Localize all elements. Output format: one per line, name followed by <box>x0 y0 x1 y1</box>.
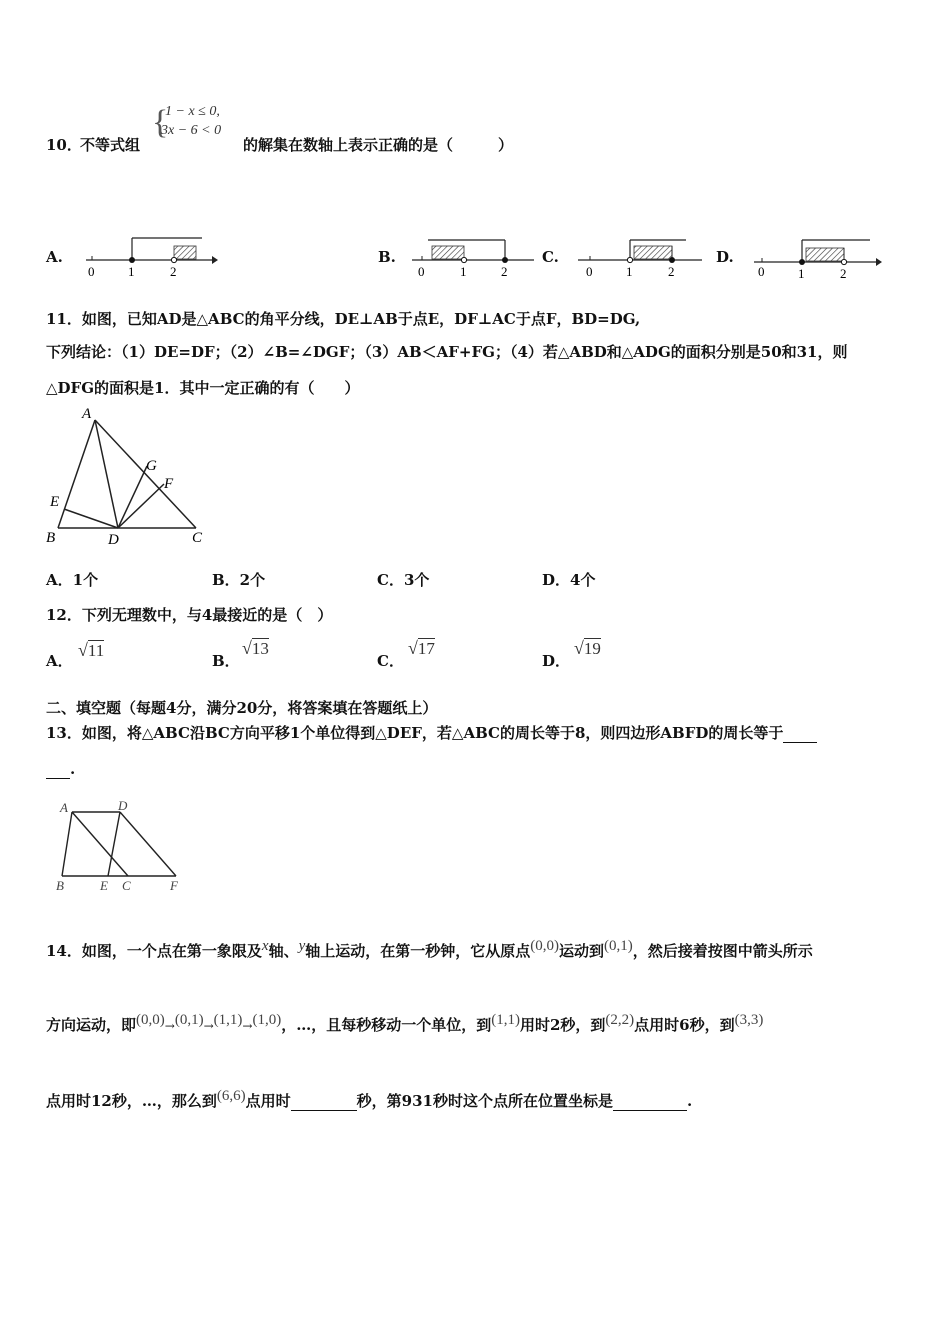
label-a: A <box>82 406 92 422</box>
coord-seq-3: (1,0) <box>252 1012 282 1028</box>
label-f: F <box>164 476 174 492</box>
system-line-1: 1 − x ≤ 0, <box>165 104 220 119</box>
axis-arrow <box>876 258 882 266</box>
tick-0: 0 <box>88 264 95 278</box>
q13-line-1 <box>46 722 817 743</box>
q14-text-3a: 点用时12秒，…，那么到 <box>46 1092 217 1110</box>
q14-text-2a: 方向运动，即 <box>46 1016 137 1034</box>
sqrt-sign: √ <box>408 638 418 658</box>
q12-option-c-root <box>408 638 435 659</box>
q12-option-d-root <box>574 638 601 659</box>
label-c: C <box>192 530 203 546</box>
q13-answer-blank-a[interactable] <box>783 724 817 743</box>
coord-1-1: (1,1) <box>491 1012 520 1028</box>
q14-answer-blank-time[interactable] <box>291 1092 357 1111</box>
label-g: G <box>146 458 157 474</box>
q11-line-3: △DFG的面积是1．其中一定正确的有（ ） <box>46 379 360 397</box>
sqrt-sign: √ <box>574 638 584 658</box>
q14-text-2b: ，…，且每秒移动一个单位，到 <box>281 1016 492 1034</box>
q11-option-c[interactable]: C．3个 <box>377 571 430 589</box>
q10-stem-end: 的解集在数轴上表示正确的是（ ） <box>243 136 514 154</box>
coord-6-6: (6,6) <box>216 1088 246 1104</box>
tick-0: 0 <box>758 264 765 279</box>
label-d: D <box>108 532 119 548</box>
q10-option-a-number-line <box>84 232 220 278</box>
tick-1: 1 <box>460 264 467 278</box>
q11-line-1: 11．如图，已知AD是△ABC的角平分线，DE⊥AB于点E，DF⊥AC于点F，BD=DG, <box>46 310 641 328</box>
segment-df <box>118 484 164 528</box>
q12-option-a-root <box>78 640 104 661</box>
hatch-box <box>174 246 196 259</box>
q12-option-a-label[interactable]: A． <box>46 652 73 670</box>
system-line-2: 3x − 6 < 0 <box>161 123 222 138</box>
label-e: E <box>50 494 60 510</box>
coord-3-3: (3,3) <box>734 1012 764 1028</box>
q14-line-2 <box>46 1014 763 1035</box>
q14-text-1e: ，然后接着按图中箭头所示 <box>632 942 813 960</box>
section-2-title: 二、填空题（每题4分，满分20分，将答案填在答题纸上） <box>46 699 438 717</box>
q13-text: 13．如图，将△ABC沿BC方向平移1个单位得到△DEF，若△ABC的周长等于8，则四边形ABFD的周长等于 <box>46 724 784 742</box>
tick-0: 0 <box>418 264 425 278</box>
radicand: 17 <box>417 639 435 658</box>
solid-dot <box>129 257 135 263</box>
coord-2-2: (2,2) <box>605 1012 635 1028</box>
solid-dot <box>799 259 805 265</box>
q12-option-b-root <box>242 638 269 659</box>
label-b: B <box>46 530 56 546</box>
tick-1: 1 <box>798 266 805 280</box>
coord-seq-2: (1,1) <box>213 1012 243 1028</box>
q12-option-c-label[interactable]: C． <box>377 652 404 670</box>
axis-arrow <box>212 256 218 264</box>
segment-de <box>64 509 118 528</box>
segment-de <box>108 812 120 876</box>
sqrt-sign: √ <box>78 640 88 660</box>
segment-ac <box>95 420 196 528</box>
q14-text-3c: 秒，第931秒时这个点所在位置坐标是 <box>356 1092 613 1110</box>
q14-text-3d: . <box>686 1092 693 1110</box>
arrow-3: → <box>242 1019 253 1033</box>
system-brace: { <box>152 104 169 141</box>
q13-answer-blank-b[interactable] <box>46 760 70 779</box>
y-axis-var: y <box>298 938 306 954</box>
hollow-dot <box>841 259 846 264</box>
segment-ab <box>58 420 95 528</box>
q12-option-b-label[interactable]: B． <box>212 652 240 670</box>
tick-2: 2 <box>170 264 177 278</box>
label-a: A <box>60 800 68 815</box>
q14-answer-blank-coordinate[interactable] <box>613 1092 687 1111</box>
hollow-dot <box>171 257 176 262</box>
tick-0: 0 <box>586 264 593 278</box>
q13-period: . <box>70 760 76 778</box>
q14-line-1 <box>46 940 813 961</box>
q10-option-d-number-line <box>752 232 884 280</box>
q10-option-d-label[interactable]: D. <box>716 248 734 266</box>
hatch-box <box>634 246 672 259</box>
q11-option-a[interactable]: A．1个 <box>46 571 99 589</box>
x-axis-var: x <box>261 938 269 954</box>
q11-line-2: 下列结论：（1）DE=DF；（2）∠B=∠DGF；（3）AB＜AF+FG；（4）若△ABD和△ADG的面积分别是50和31，则 <box>46 343 848 361</box>
q14-text-1a: 14．如图，一个点在第一象限及 <box>46 942 262 960</box>
q10-stem-start: 不等式组 <box>80 136 141 154</box>
q10-option-b-number-line <box>410 232 540 278</box>
tick-1: 1 <box>128 264 135 278</box>
label-f: F <box>170 878 178 893</box>
q14-line-3 <box>46 1090 692 1111</box>
q10-option-b-label[interactable]: B. <box>378 248 396 266</box>
coord-seq-1: (0,1) <box>174 1012 204 1028</box>
q11-triangle-figure <box>40 402 220 550</box>
segment-ad <box>95 420 118 528</box>
segment-df <box>120 812 176 876</box>
q12-stem: 12．下列无理数中，与4最接近的是（ ） <box>46 606 333 624</box>
hatch-box <box>806 248 844 261</box>
label-b: B <box>56 878 64 893</box>
radicand: 11 <box>87 641 105 660</box>
sqrt-sign: √ <box>242 638 252 658</box>
q10-option-c-label[interactable]: C. <box>542 248 559 266</box>
coord-seq-0: (0,0) <box>136 1012 165 1028</box>
q12-option-d-label[interactable]: D． <box>542 652 571 670</box>
hatch-box <box>432 246 464 259</box>
q10-number: 10． <box>46 136 82 154</box>
q14-text-2d: 点用时6秒，到 <box>634 1016 735 1034</box>
q14-text-2c: 用时2秒，到 <box>519 1016 606 1034</box>
q10-inequality-system <box>152 104 240 142</box>
coord-origin: (0,0) <box>530 938 560 954</box>
q11-option-b[interactable]: B．2个 <box>212 571 266 589</box>
q10-option-a-label[interactable]: A. <box>46 248 63 266</box>
q14-text-1b: 轴、 <box>268 942 299 960</box>
tick-2: 2 <box>501 264 508 278</box>
segment-ab <box>62 812 72 876</box>
coord-0-1: (0,1) <box>604 938 633 954</box>
segment-dg <box>118 466 147 528</box>
segment-ac <box>72 812 128 876</box>
radicand: 19 <box>583 639 601 658</box>
hollow-dot <box>627 257 632 262</box>
q14-text-1d: 运动到 <box>559 942 605 960</box>
tick-2: 2 <box>840 266 847 280</box>
arrow-2: → <box>203 1019 214 1033</box>
q14-text-3b: 点用时 <box>245 1092 291 1110</box>
q10-option-c-number-line <box>576 232 708 278</box>
tick-1: 1 <box>626 264 633 278</box>
arrow-1: → <box>164 1019 175 1033</box>
q11-option-d[interactable]: D．4个 <box>542 571 596 589</box>
label-d: D <box>118 798 128 813</box>
label-c: C <box>122 878 131 893</box>
solid-dot <box>502 257 508 263</box>
solid-dot <box>669 257 675 263</box>
label-e: E <box>100 878 108 893</box>
tick-2: 2 <box>668 264 675 278</box>
hollow-dot <box>461 257 466 262</box>
radicand: 13 <box>251 639 269 658</box>
q13-translation-figure <box>52 798 187 896</box>
q14-text-1c: 轴上运动，在第一秒钟，它从原点 <box>305 942 531 960</box>
q13-line-2 <box>46 760 75 779</box>
